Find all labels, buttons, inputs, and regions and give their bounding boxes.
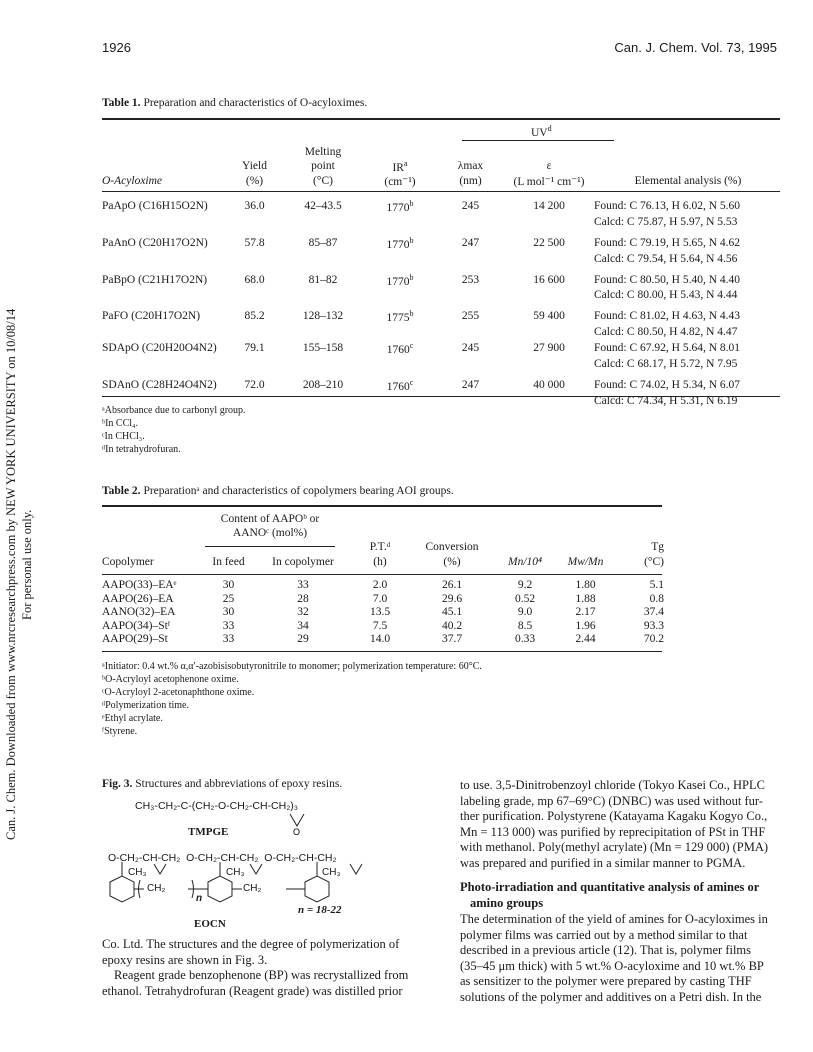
eocn-top-formula: O-CH₂-CH-CH₂ O-CH₂-CH-CH₂ O-CH₂-CH-CH₂ <box>108 852 337 864</box>
cell-tg: 37.4 <box>643 606 664 618</box>
cell-lmax: 245 <box>461 199 480 212</box>
cell-mp: 208–210 <box>302 379 344 392</box>
cell-mwmn: 1.88 <box>575 592 596 605</box>
table1-footnote: ᵃAbsorbance due to carbonyl group. <box>102 405 246 416</box>
cell-lmax: 255 <box>461 310 480 323</box>
cell-yield: 57.8 <box>244 236 265 249</box>
cell-ir: 1770$^b$ <box>386 235 414 251</box>
cell-name: PaApO (C16H15O2N) <box>102 199 208 212</box>
table-row <box>102 579 664 593</box>
cell-mn: 0.33 <box>514 633 536 645</box>
table1-body <box>102 197 782 413</box>
left-column-text <box>102 937 432 999</box>
tmpge-formula: CH₃-CH₂-C-(CH₂-O-CH₂-CH-CH₂)₃ <box>135 800 299 812</box>
cell-mn: 0.52 <box>514 592 536 605</box>
table1-footnote: ᵈIn tetrahydrofuran. <box>102 444 181 455</box>
cell-copolymer: AAPO(29)–St <box>102 633 168 645</box>
text-line: ethanol. Tetrahydrofuran (Reagent grade) was distilled prior <box>102 983 403 998</box>
text-line: Mn = 113 000) was purified by reprecipitation of PSt in THF <box>460 824 766 839</box>
table-row-calcd <box>102 288 782 302</box>
text-line: epoxy resins are shown in Fig. 3. <box>102 952 268 967</box>
ch2-label: CH₂ <box>147 883 166 894</box>
watermark-line-2: For personal use only. <box>20 509 34 620</box>
cell-lmax: 247 <box>461 236 480 249</box>
cell-pt: 14.0 <box>369 633 391 645</box>
ch3-label: CH₃ <box>128 867 147 878</box>
cell-eps: 22 500 <box>533 236 565 249</box>
cell-calcd: Calcd: C 75.87, H 5.97, N 5.53 <box>594 215 738 228</box>
ch2-label: CH₂ <box>243 883 262 894</box>
cell-name: PaBpO (C21H17O2N) <box>102 273 208 286</box>
cell-conv: 26.1 <box>441 579 463 591</box>
cell-yield: 79.1 <box>244 342 265 355</box>
svg-text:O: O <box>293 827 301 837</box>
cell-in_feed: 30 <box>222 579 235 591</box>
table1-caption <box>102 97 367 109</box>
page-number: 1926 <box>102 40 131 55</box>
cell-name: SDApO (C20H20O4N2) <box>102 342 217 355</box>
right-column-text <box>460 778 790 871</box>
cell-name: PaFO (C20H17O2N) <box>102 310 201 323</box>
table1-bottom-rule <box>102 396 780 397</box>
cell-conv: 29.6 <box>441 592 463 605</box>
cell-in_copolymer: 28 <box>297 592 309 605</box>
cell-found: Found: C 79.19, H 5.65, N 4.62 <box>594 236 740 249</box>
cell-mn: 9.2 <box>517 579 533 591</box>
table2-content-header: Content of AAPOᵇ or AANOᶜ (mol%) <box>220 513 320 539</box>
table1: Melting Yield point $IR^a$ λmax ε O-Acyloxime (%) (°C) (cm⁻¹) (nm) (L mol⁻¹ cm⁻¹) Elemental analysis (%) <box>102 145 782 189</box>
cell-pt: 2.0 <box>372 579 388 591</box>
cell-mp: 85–87 <box>308 236 338 249</box>
cell-conv: 40.2 <box>441 619 463 632</box>
table-row <box>102 339 782 357</box>
th-copolymer: Copolymer <box>102 556 154 568</box>
table1-uv-rule <box>462 140 614 141</box>
right-column-text-2 <box>460 912 790 1005</box>
table-row <box>102 376 782 394</box>
cell-eps: 16 600 <box>533 273 565 286</box>
cell-mp: 155–158 <box>302 342 344 355</box>
cell-mwmn: 2.44 <box>575 633 596 645</box>
table2-footnote: ᵉEthyl acrylate. <box>102 713 163 724</box>
cell-mn: 8.5 <box>517 619 533 632</box>
table2-footnote: ᶠStyrene. <box>102 726 138 737</box>
cell-tg: 0.8 <box>649 592 664 605</box>
cell-calcd: Calcd: C 74.34, H 5.31, N 6.19 <box>594 394 738 407</box>
cell-found: Found: C 74.02, H 5.34, N 6.07 <box>594 379 740 392</box>
text-line: Reagent grade benzophenone (BP) was recrystallized from <box>114 968 409 982</box>
table2-top-rule <box>102 505 662 507</box>
cell-yield: 72.0 <box>244 379 265 392</box>
eocn-label: EOCN <box>194 918 226 930</box>
cell-copolymer: AAPO(34)–Stᶠ <box>102 619 171 632</box>
th-epsilon: ε <box>546 160 552 173</box>
table2-footnote: ᵃInitiator: 0.4 wt.% α,α′-azobisisobutyronitrile to monomer; polymerization temperature: 60°C. <box>102 661 482 672</box>
text-line: Co. Ltd. The structures and the degree of polymerization of <box>102 937 400 951</box>
cell-tg: 70.2 <box>643 633 664 645</box>
cell-in_copolymer: 29 <box>297 633 309 645</box>
th-in-feed: In feed <box>212 556 245 568</box>
tmpge-label: TMPGE <box>188 826 229 838</box>
repeat-n: n <box>196 893 203 904</box>
table-row-calcd <box>102 215 782 229</box>
table2-head-rule <box>102 574 662 575</box>
cell-eps: 14 200 <box>533 199 565 212</box>
cell-eps: 40 000 <box>533 379 565 392</box>
cell-calcd: Calcd: C 80.00, H 5.43, N 4.44 <box>594 289 738 302</box>
cell-conv: 45.1 <box>441 606 463 618</box>
table1-caption-label: Table 1. <box>102 97 141 109</box>
text-line: The determination of the yield of amines for O-acyloximes in <box>460 912 768 926</box>
cell-ir: 1760$^c$ <box>386 341 414 357</box>
table-row <box>102 307 782 325</box>
text-line: polymer films was carried out by a method similar to that <box>460 927 748 942</box>
cell-mwmn: 2.17 <box>575 606 596 618</box>
fig3-caption: Fig. 3. Structures and abbreviations of epoxy resins. <box>102 778 343 790</box>
th-melting: Melting <box>304 146 342 158</box>
table-row-calcd <box>102 325 782 339</box>
text-line: described in a previous article (12). That is, polymer films <box>460 943 752 957</box>
th-ir: $IR^a$ <box>392 159 408 174</box>
th-elemental: Elemental analysis (%) <box>634 175 742 188</box>
table-row-calcd <box>102 357 782 371</box>
cell-yield: 36.0 <box>244 199 265 212</box>
watermark-line-1: Can. J. Chem. Downloaded from www.nrcresearchpress.com by NEW YORK UNIVERSITY on 10/08/14 <box>4 308 18 840</box>
ch3-label: CH₃ <box>322 867 341 878</box>
th-mn: Mn/10⁴ <box>507 556 543 568</box>
table-row <box>102 271 782 289</box>
cell-eps: 59 400 <box>533 310 565 323</box>
cell-ir: 1770$^b$ <box>386 272 414 288</box>
cell-copolymer: AANO(32)–EA <box>102 606 176 618</box>
table1-caption-text: Preparation and characteristics of O-acyloximes. <box>143 97 368 109</box>
table1-footnotes <box>102 404 246 456</box>
th-point: point <box>311 160 335 173</box>
cell-conv: 37.7 <box>441 633 463 645</box>
text-line: as sensitizer to the polymer were prepared by casting THF <box>460 974 752 988</box>
cell-pt: 7.0 <box>372 592 388 605</box>
table2-footnote: ᶜO-Acryloyl 2-acetonaphthone oxime. <box>102 687 255 698</box>
cell-tg: 93.3 <box>643 619 664 632</box>
cell-lmax: 247 <box>461 379 480 392</box>
cell-in_copolymer: 32 <box>297 606 309 618</box>
journal-citation: Can. J. Chem. Vol. 73, 1995 <box>614 40 777 55</box>
cell-pt: 13.5 <box>369 606 391 618</box>
th-in-copolymer: In copolymer <box>272 556 334 568</box>
text-line: ther purification. Polystyrene (Katayama Kagaku Kogyo Co., <box>460 809 768 823</box>
text-line: labeling grade, mp 67–69°C) (DNBC) was used without fur- <box>460 793 763 808</box>
cell-yield: 68.0 <box>244 273 265 286</box>
table2: P.T.ᵈ Conversion Tg Copolymer In feed In copolymer (h) (%) Mn/10⁴ Mw/Mn (°C) <box>102 541 664 568</box>
cell-lmax: 253 <box>461 273 480 286</box>
section-heading: Photo-irradiation and quantitative analysis of amines or amino groups <box>460 880 760 910</box>
cell-copolymer: AAPO(33)–EAᵉ <box>102 579 177 591</box>
th-yield: Yield <box>242 160 267 173</box>
cell-found: Found: C 81.02, H 4.63, N 4.43 <box>594 310 740 323</box>
cell-mp: 42–43.5 <box>304 199 342 212</box>
cell-ir: 1760$^c$ <box>386 378 414 393</box>
ch3-label: CH₃ <box>226 867 245 878</box>
table2-bottom-rule <box>102 651 662 652</box>
cell-found: Found: C 80.50, H 5.40, N 4.40 <box>594 273 740 286</box>
cell-calcd: Calcd: C 79.54, H 5.64, N 4.56 <box>594 252 738 265</box>
cell-mn: 9.0 <box>517 606 533 618</box>
cell-tg: 5.1 <box>649 579 664 591</box>
table1-uv-header: $UV^d$ <box>531 124 552 139</box>
table-row <box>102 620 664 634</box>
cell-found: Found: C 76.13, H 6.02, N 5.60 <box>594 199 740 212</box>
cell-mp: 81–82 <box>308 273 338 286</box>
cell-mwmn: 1.96 <box>575 619 596 632</box>
cell-mp: 128–132 <box>302 310 344 323</box>
cell-found: Found: C 67.92, H 5.64, N 8.01 <box>594 342 740 355</box>
cell-yield: 85.2 <box>244 310 265 323</box>
table2-footnote: ᵇO-Acryloyl acetophenone oxime. <box>102 674 239 685</box>
th-acyloxime: O-Acyloxime <box>102 175 163 188</box>
th-lambda: λmax <box>457 160 484 173</box>
cell-lmax: 245 <box>461 342 480 355</box>
n-range: n = 18-22 <box>298 904 342 916</box>
cell-in_feed: 25 <box>222 592 235 605</box>
cell-mwmn: 1.80 <box>575 579 596 591</box>
table1-footnote: ᵇIn CCl₄. <box>102 418 139 429</box>
text-line: solutions of the polymer and additives on a Petri dish. In the <box>460 989 762 1004</box>
table2-caption-label: Table 2. <box>102 485 141 497</box>
table1-top-rule <box>102 118 780 120</box>
table-row <box>102 633 664 647</box>
table1-head-rule <box>102 191 780 192</box>
cell-in_feed: 33 <box>222 619 235 632</box>
table2-footnotes <box>102 660 482 738</box>
cell-name: SDAnO (C28H24O4N2) <box>102 379 217 392</box>
table2-footnote: ᵈPolymerization time. <box>102 700 189 711</box>
text-line: was prepared and purified in a similar manner to PGMA. <box>460 855 746 870</box>
table2-body <box>102 579 664 647</box>
table2-caption <box>102 485 454 497</box>
table-row-calcd <box>102 252 782 266</box>
text-line: to use. 3,5-Dinitrobenzoyl chloride (Tokyo Kasei Co., HPLC <box>460 778 765 792</box>
table2-caption-text: Preparationᵃ and characteristics of copolymers bearing AOI groups. <box>143 485 454 497</box>
table-row <box>102 606 664 620</box>
cell-in_feed: 30 <box>222 606 235 618</box>
download-watermark <box>2 20 32 840</box>
table-row <box>102 234 782 252</box>
th-mwmn: Mw/Mn <box>567 556 604 568</box>
text-line: (35–45 μm thick) with 5 wt.% O-acyloxime and 10 wt.% BP <box>460 958 764 973</box>
cell-pt: 7.5 <box>372 619 388 632</box>
table-row <box>102 593 664 607</box>
cell-in_feed: 33 <box>222 633 235 645</box>
cell-copolymer: AAPO(26)–EA <box>102 592 174 605</box>
cell-ir: 1775$^b$ <box>386 309 414 325</box>
cell-in_copolymer: 33 <box>297 579 309 591</box>
table-row <box>102 197 782 215</box>
cell-calcd: Calcd: C 68.17, H 5.72, N 7.95 <box>594 358 738 371</box>
cell-name: PaAnO (C20H17O2N) <box>102 236 208 249</box>
cell-eps: 27 900 <box>533 342 565 355</box>
cell-in_copolymer: 34 <box>297 619 309 632</box>
cell-calcd: Calcd: C 80.50, H 4.82, N 4.47 <box>594 326 738 339</box>
table1-footnote: ᶜIn CHCl₃. <box>102 431 145 442</box>
text-line: with methanol. Poly(methyl acrylate) (Mn = 129 000) (PMA) <box>460 840 769 854</box>
cell-ir: 1770$^b$ <box>386 199 414 214</box>
